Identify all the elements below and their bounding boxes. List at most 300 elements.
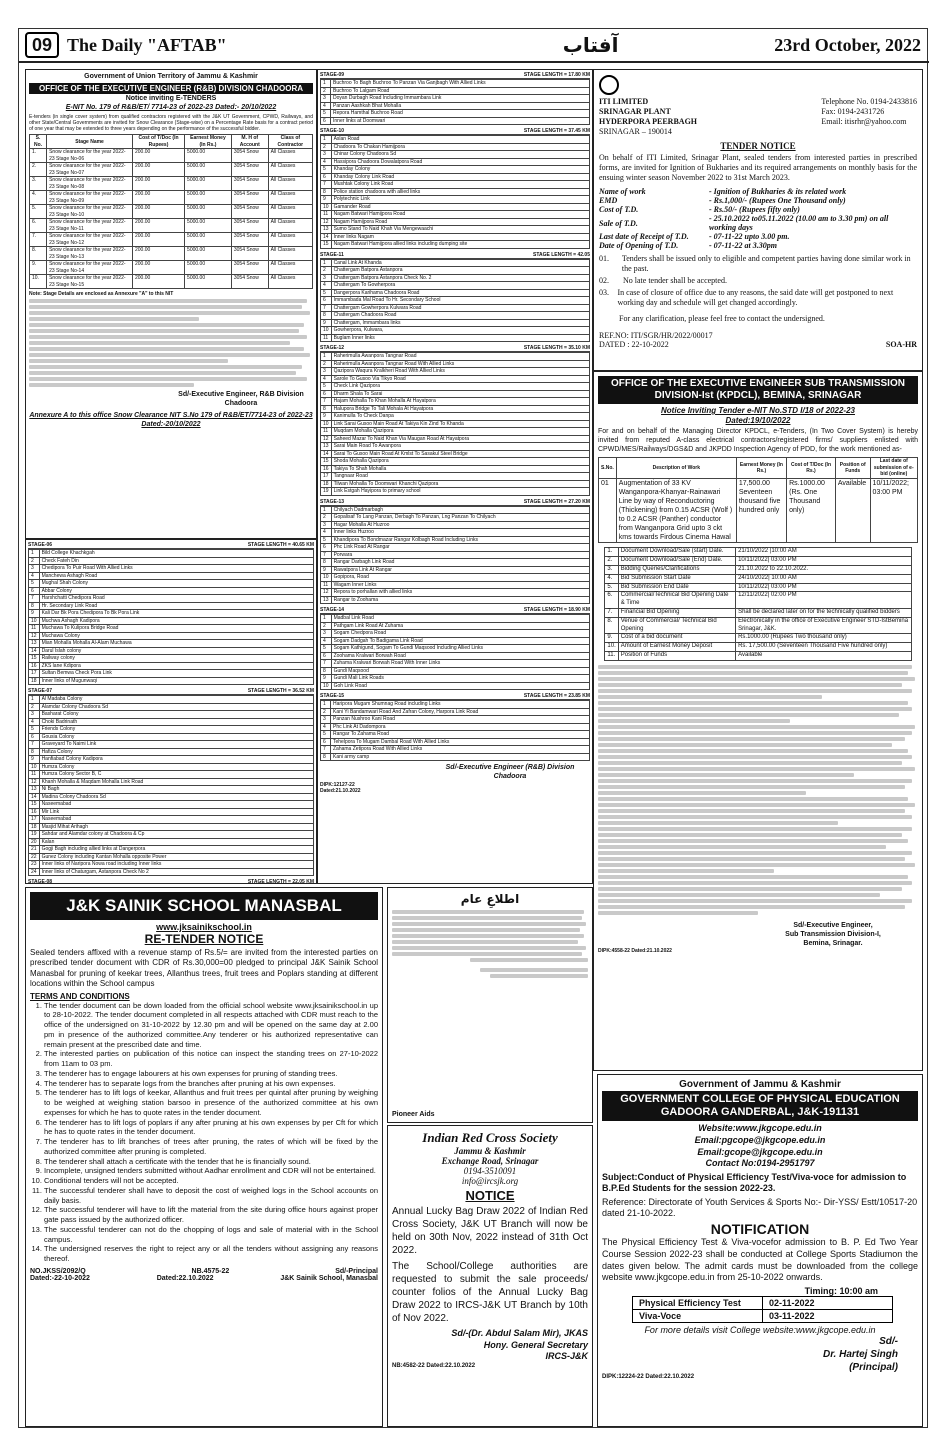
table-cell: 18 <box>29 823 40 831</box>
table-cell: Repora to porhallan with allied links <box>331 589 589 597</box>
table-cell: 8 <box>321 312 332 320</box>
kpdcl-dates-table <box>604 547 911 660</box>
table-cell: Rangar Darbagh Link Road <box>331 559 589 567</box>
table-cell: 5 <box>321 536 332 544</box>
sainik-sign-2: J&K Sainik School, Manasbal <box>280 1274 378 1282</box>
table-cell: 9 <box>29 610 40 618</box>
table-cell: 5 <box>321 731 331 739</box>
table-cell: 10 <box>321 574 332 582</box>
list-item: 13. The successful tenderer can not do the chopping of logs and sale of material with in the School campus. <box>44 1225 378 1245</box>
table-row <box>321 87 590 95</box>
table-cell: 4 <box>321 637 332 645</box>
table-cell: 3 <box>321 274 332 282</box>
table-cell: 5000.00 <box>185 149 232 163</box>
rb-col-header: Cost of T/Doc (In Rupees) <box>133 135 185 149</box>
table-cell: All Classes <box>268 205 312 219</box>
iti-tender-notice <box>593 69 923 371</box>
stage-header <box>320 607 590 614</box>
table-cell: Mushtak Colony Link Road <box>331 181 589 189</box>
table-row <box>29 861 314 869</box>
table-cell: 3054 Snow <box>231 149 268 163</box>
kpdcl-sign-2: Sub Transmission Division-I, <box>785 930 881 938</box>
table-row <box>29 647 314 655</box>
stage-block <box>320 607 590 690</box>
table-cell: 4 <box>321 375 332 383</box>
table-row <box>30 163 313 177</box>
table-cell: Choki Badrinath <box>39 718 313 726</box>
table-row <box>29 726 314 734</box>
table-row <box>321 682 590 690</box>
stage-header <box>320 499 590 506</box>
list-item: 8. The tenderer shall attach a certificate with the tender that he is financially sound. <box>44 1157 378 1167</box>
table-cell: Chedipora To Puir Road With Allied Links <box>39 565 313 573</box>
table-cell: Gamander Road <box>331 203 589 211</box>
kpdcl-col-header: Description of Work <box>616 458 736 479</box>
table-row <box>321 166 590 174</box>
gcpe-reference: Reference: Directorate of Youth Services & Sports No:- Dir-YSS/ Estt/10517-20 dated 21-10-2022. <box>602 1196 918 1218</box>
table-cell: Abbar Colony <box>39 587 313 595</box>
table-cell: Rangar to Zoohama <box>331 596 589 604</box>
table-cell: 5000.00 <box>185 247 232 261</box>
table-cell: 9 <box>321 675 332 683</box>
stage-block <box>28 688 314 876</box>
table-cell: Snow clearance for the year 2022-23 Stage No-10 <box>47 205 133 219</box>
table-cell: 3. <box>30 177 47 191</box>
stage-length: STAGE LENGTH = 40.65 KM <box>247 542 314 548</box>
table-cell: Police station chadoora with allied links <box>331 188 589 196</box>
kpdcl-col-header: Cost of T/Doc (In Rs.) <box>787 458 836 479</box>
iti-term <box>599 288 917 308</box>
table-cell: 1 <box>321 136 332 144</box>
table-cell: Sarai To Gusoo Main Road At Kmlst To Sasakul Steel Bridge <box>331 450 589 458</box>
table-cell: 5 <box>321 645 332 653</box>
table-cell: 8. <box>30 247 47 261</box>
rb-intro: E-tenders (in single cover system) from qualified contractors registered with the J&K UT Government, CPWD, Railways, and other State/Central Governments are invited for Snow Clearance (Stage-wise) on a Percentage Rate basis for a contract period of one year that may be extended to three years depending on the performance of the successful bidder. <box>29 114 313 133</box>
table-cell: Masjid Mihat Arihagh <box>39 823 313 831</box>
stage-length: STAGE LENGTH = 36.52 KM <box>247 688 314 694</box>
table-cell: 18 <box>321 480 332 488</box>
table-row <box>321 420 590 428</box>
table-cell: All Classes <box>268 177 312 191</box>
rb-stage-table <box>29 134 313 289</box>
table-cell: Commercial/Technical Bid Opening Date & Time <box>618 592 735 609</box>
stage-title: STAGE-12 <box>320 345 345 351</box>
table-row <box>321 480 590 488</box>
table-cell: 9. <box>30 261 47 275</box>
table-cell: 01 <box>599 478 617 543</box>
table-row <box>321 738 590 746</box>
table-cell: 13 <box>321 226 332 234</box>
table-cell: 3054 Snow <box>231 205 268 219</box>
table-row <box>321 368 590 376</box>
table-row <box>321 196 590 204</box>
table-row <box>29 778 314 786</box>
table-cell: 12 <box>321 218 332 226</box>
table-cell: Financial Bid Opening <box>618 608 735 617</box>
table-cell: Gundi Mali Link Roads <box>331 675 589 683</box>
urdu-body <box>392 910 588 978</box>
stage-block <box>320 252 590 343</box>
stage-header <box>28 688 314 695</box>
table-cell: Muchwa Ashagh Kadipora <box>39 617 313 625</box>
table-cell: 1. <box>605 548 618 557</box>
iti-term-no: 01. <box>599 254 609 263</box>
iti-term <box>599 254 917 274</box>
table-cell: Sarole To Gusoo Via Tikyo Road <box>331 375 589 383</box>
table-cell: Shoda Mohalla Qazipora <box>331 458 589 466</box>
gcpe-title-1: GOVERNMENT COLLEGE OF PHYSICAL EDUCATION <box>620 1093 900 1105</box>
table-cell: Physical Efficiency Test <box>633 1296 763 1309</box>
table-cell: 3 <box>321 716 331 724</box>
table-cell: 10 <box>321 327 332 335</box>
table-cell: Naseemabad <box>39 816 313 824</box>
table-cell: Mian Mohalla Mohalla Al-Alam Muchawa <box>39 640 313 648</box>
table-row <box>321 596 590 604</box>
table-cell: Hagar Mohalla At Huzroo <box>331 521 589 529</box>
table-row <box>321 413 590 421</box>
table-cell: Sarai Main Road To Awanpora <box>331 443 589 451</box>
table-row <box>30 205 313 219</box>
table-cell: 5 <box>321 110 331 118</box>
iti-detail-row <box>599 241 917 250</box>
iti-addr1: HYDERPORA PEERBAGH <box>599 117 698 126</box>
table-cell: 12 <box>29 778 40 786</box>
table-cell: Buglam Inner links <box>331 334 589 342</box>
stage-length: STAGE LENGTH = 23.85 KM <box>523 693 590 699</box>
table-cell: 7 <box>321 746 331 754</box>
table-row <box>321 297 590 305</box>
table-cell: 4 <box>29 572 40 580</box>
table-cell: 4 <box>321 529 332 537</box>
rb-footer-dipk: DIPK:12127-22 <box>320 781 355 788</box>
table-cell: All Classes <box>268 275 312 289</box>
table-cell: 9 <box>321 196 332 204</box>
stage-block <box>320 345 590 496</box>
table-row <box>29 640 314 648</box>
table-cell: 03-11-2022 <box>763 1309 893 1322</box>
table-row <box>30 261 313 275</box>
table-cell: Qazipora Waqura Kralkheri Road With Allied Links <box>331 368 589 376</box>
table-row <box>29 741 314 749</box>
table-cell: Inner links Nagam <box>331 233 589 241</box>
table-cell: Manchewa Ashagh Road <box>39 572 313 580</box>
table-row <box>30 191 313 205</box>
table-row <box>321 645 590 653</box>
table-cell: Dharm Shala To Sarai <box>331 390 589 398</box>
table-cell: Rs.1000.00 (Rs. One Thousand only) <box>787 478 836 543</box>
table-cell: 22 <box>29 853 40 861</box>
table-cell: Available <box>736 651 911 660</box>
table-cell: Snow clearance for the year 2022-23 Stage No-14 <box>47 261 133 275</box>
table-cell: Kani army camp <box>331 753 590 761</box>
table-row <box>321 102 590 110</box>
table-row <box>321 274 590 282</box>
table-cell: Al Madaba Colony <box>39 696 313 704</box>
table-cell: 8 <box>321 753 331 761</box>
table-row <box>321 334 590 342</box>
iti-term-text: Tenders shall be issued only to eligible and competent parties having done similar work in the past. <box>621 254 911 273</box>
table-row <box>321 428 590 436</box>
iti-clar: For any clarification, please feel free to contact the undersigned. <box>619 314 825 323</box>
table-row <box>29 565 314 573</box>
table-cell: 4 <box>321 282 332 290</box>
list-item: 7. The tenderer has to lift branches of trees after pruning, the rates of which will be fixed by the authorized committee after pruning is completed. <box>44 1137 378 1157</box>
table-cell: 4 <box>29 718 40 726</box>
table-cell: Chattergam Chadoora Road <box>331 312 589 320</box>
table-row <box>30 247 313 261</box>
iti-detail-label: Last date of Receipt of T.D. <box>599 232 689 241</box>
table-cell: Bid Submission End Date <box>618 583 735 592</box>
table-cell: Hassipora Chadoora Dowalatpora Road <box>331 158 589 166</box>
table-row <box>321 473 590 481</box>
table-cell: 5000.00 <box>185 205 232 219</box>
table-cell: Muqdam Mohalla Qazipora <box>331 428 589 436</box>
table-cell: 9 <box>321 319 332 327</box>
table-cell: 15 <box>321 241 332 249</box>
table-cell: Sogam Kathigund, Sogam To Gundi Maqsood Including Allied Links <box>331 645 589 653</box>
table-row <box>29 748 314 756</box>
table-cell: Shall be declared later on for the technically qualified bidders <box>736 608 911 617</box>
red-cross-notice <box>387 1125 593 1427</box>
rb-footer-date: Dated:21.10.2022 <box>320 787 361 794</box>
iti-detail-label: Cost of T.D. <box>599 205 639 214</box>
list-item: 9. Incomplete, unsigned tenders submitted without Aadhar enrollment and CDR will not be entertained. <box>44 1166 378 1176</box>
list-item: 10. Conditional tenders will not be accepted. <box>44 1176 378 1186</box>
table-cell: 4 <box>321 102 331 110</box>
table-cell: Gowherpora, Kulwara, <box>331 327 589 335</box>
table-cell: All Classes <box>268 149 312 163</box>
table-row <box>321 312 590 320</box>
table-row <box>321 375 590 383</box>
gcpe-dipk: DIPK:12224-22 Dated:22.10.2022 <box>602 1373 695 1380</box>
kpdcl-col-header: Last date of submission of e-bid (online) <box>870 458 917 479</box>
table-cell: 2 <box>29 557 40 565</box>
table-cell: Sultan Bemwa Check Pora Link <box>39 670 313 678</box>
table-cell: 200.00 <box>133 191 185 205</box>
iti-logo-icon <box>599 75 619 95</box>
table-cell: Zahama Zetipora Road With Allied Links <box>331 746 590 754</box>
table-row <box>321 383 590 391</box>
stage-table <box>320 506 590 605</box>
table-cell: 3054 Snow <box>231 233 268 247</box>
rb-note: Note: Stage Details are enclosed as Annexure "A" to this NIT <box>29 291 174 298</box>
iti-detail-label: Sale of T.D. <box>599 218 638 228</box>
iti-detail-row <box>599 205 917 214</box>
table-cell: 7. <box>605 608 618 617</box>
gcpe-sign-3: (Principal) <box>849 1361 898 1373</box>
table-cell: 24 <box>29 868 40 876</box>
iti-detail-row <box>599 214 917 232</box>
sainik-no: NO.JKSS/2092/Q <box>30 1267 86 1275</box>
table-cell: 8 <box>321 405 332 413</box>
table-cell: Tehelpora To Mugam Dambal Road With Allied Links <box>331 738 590 746</box>
table-cell: 2 <box>321 708 331 716</box>
table-cell: 5 <box>29 580 40 588</box>
table-cell: 7 <box>29 741 40 749</box>
table-cell: 2 <box>321 267 332 275</box>
list-item: 3. The tenderer has to engage labourers at his own expenses for pruning of standing trees. <box>44 1069 378 1079</box>
table-cell: 7 <box>321 551 332 559</box>
page-header <box>19 29 929 63</box>
table-row <box>321 173 590 181</box>
table-cell: Hr. Secondary Link Road <box>39 602 313 610</box>
table-row <box>321 158 590 166</box>
table-cell: Chilyach Dadmarbagh <box>331 506 589 514</box>
kpdcl-tender-notice <box>593 371 923 1071</box>
table-row <box>321 267 590 275</box>
sainik-web: www.jksainikschool.in <box>156 922 252 932</box>
table-cell: 2. <box>30 163 47 177</box>
table-row <box>321 405 590 413</box>
rc-sub: Jammu & Kashmir <box>454 1146 526 1156</box>
sainik-notice: RE-TENDER NOTICE <box>144 932 264 946</box>
table-cell: 10. <box>30 275 47 289</box>
table-cell: 9. <box>605 634 618 643</box>
issue-date: 23rd October, 2022 <box>774 34 922 55</box>
table-cell: Haripora Mugam Shumnag Road including Links <box>331 701 590 709</box>
table-cell: Mir Link <box>39 808 313 816</box>
table-cell: Augmentation of 33 KV Wanganpora-Khanyar-Rainawari Line by way of Reconductoring (Thickening) from 0.15 ACSR (Wolf ) to 0.2 ACSR (Panther) conductor from Wanganpora Grid upto 3 ckt kms towards Firdous Cinema Hawal <box>616 478 736 543</box>
table-row <box>321 360 590 368</box>
iti-detail-value: - 07-11-22 upto 3.00 pm. <box>709 232 790 241</box>
table-cell: Available <box>835 478 870 543</box>
list-item: 12. The successful tenderer will have to lift the material from the site during office hours against proper gate pass issued by the authorized officer. <box>44 1205 378 1225</box>
sainik-terms <box>30 1001 378 1264</box>
table-cell: Halupora Bridge To Tali Mohala At Hayatpora <box>331 405 589 413</box>
rb-stages-middle <box>317 69 593 884</box>
table-row <box>30 275 313 289</box>
table-cell: Rs.1000.00 (Rupees Two thousand only) <box>736 634 911 643</box>
table-cell: 18 <box>29 677 40 685</box>
table-cell: 3054 Snow <box>231 247 268 261</box>
table-cell: Phc Link Road At Rangar <box>331 544 589 552</box>
stage-title: STAGE-11 <box>320 251 344 258</box>
table-cell: 200.00 <box>133 149 185 163</box>
table-cell: Inner links Huzroo <box>331 529 589 537</box>
table-cell: 8 <box>321 667 332 675</box>
rc-notice: NOTICE <box>465 1188 515 1203</box>
table-row <box>29 696 314 704</box>
table-cell: 3 <box>321 151 332 159</box>
iti-detail-value: - 07-11-22 at 3.30pm <box>709 241 777 250</box>
table-cell: 3 <box>29 565 40 573</box>
table-row <box>29 756 314 764</box>
table-cell: All Classes <box>268 261 312 275</box>
table-row <box>321 353 590 361</box>
iti-email: Email: itisrhr@yahoo.com <box>821 117 907 126</box>
rb-col-header: M. H of Account <box>231 135 268 149</box>
table-cell: 10 <box>29 617 40 625</box>
table-cell: 16 <box>29 808 40 816</box>
iti-detail-label: Date of Opening of T.D. <box>599 241 679 250</box>
kpdcl-col-header: S.No. <box>599 458 617 479</box>
newspaper-name: The Daily "AFTAB" <box>67 34 227 55</box>
gcpe-timing: Timing: 10:00 am <box>804 1285 878 1296</box>
table-cell: 12 <box>321 589 332 597</box>
table-cell: Nagam Batwari Hamijpora allied links including dumping site <box>331 241 589 249</box>
table-cell: 19 <box>321 488 332 496</box>
table-row <box>29 625 314 633</box>
table-row <box>321 136 590 144</box>
table-row <box>321 488 590 496</box>
gcpe-schedule-table <box>632 1296 893 1323</box>
table-cell: 2 <box>321 360 332 368</box>
table-row <box>29 808 314 816</box>
iti-detail-row <box>599 187 917 196</box>
table-row <box>321 282 590 290</box>
iti-body: On behalf of ITI Limited, Srinagar Plant, sealed tenders from interested parties in prescribed forms, are invited for Ignition of Bukharies and its required arrangements on monthly basis for the ensuing winter season November 2022 to 31st March 2023. <box>599 153 917 182</box>
table-cell: Wagam Inner Links <box>331 581 589 589</box>
table-cell: 11 <box>321 428 332 436</box>
table-cell: Chattergam Batpora Astanpora Check No. 2 <box>331 274 589 282</box>
table-cell: Gogji Bagh including allied links at Dangerpora <box>39 846 313 854</box>
rb-stages-left <box>25 539 317 884</box>
stage-block <box>320 72 590 125</box>
stage-title: STAGE-14 <box>320 607 345 613</box>
table-cell: 11 <box>29 625 40 633</box>
table-row <box>29 655 314 663</box>
table-row <box>29 572 314 580</box>
iti-detail-label: Name of work <box>599 187 646 196</box>
table-cell: 5000.00 <box>185 191 232 205</box>
table-cell: 12 <box>321 435 332 443</box>
list-item: 1. The tender document can be down loaded from the official school website www.jksainikschool.in up to 28-10-2022. The tender document completed in all respects attached with CDR must reach to the office of the undersigned on 31-10-2022 by 12.30 pm and will be opened on the same day at 2.00 pm in presence of the authorized committee.Any tenderer or his authorized representative can remain present at the prescribed date and time. <box>44 1001 378 1050</box>
stage-header <box>320 252 590 259</box>
table-cell: Rangar To Zahama Road <box>331 731 590 739</box>
gcpe-web: Website:www.jkgcope.edu.in <box>698 1123 822 1134</box>
gcpe-subject: Subject:Conduct of Physical Efficiency Test/Viva-voce for admission to B.P.Ed Students for the session 2022-23. <box>602 1172 907 1194</box>
table-cell: Snow clearance for the year 2022-23 Stage No-12 <box>47 233 133 247</box>
kpdcl-title-2: DIVISION-Ist (KPDCL), BEMINA, SRINAGAR <box>654 390 862 401</box>
table-row <box>321 443 590 451</box>
table-cell: 15 <box>29 801 40 809</box>
table-cell: 4. <box>605 574 618 583</box>
table-cell: 17 <box>29 670 40 678</box>
stage-length: STAGE LENGTH = 35.10 KM <box>523 345 590 351</box>
table-row <box>321 581 590 589</box>
table-cell: 11 <box>29 771 40 779</box>
stage-length: STAGE LENGTH = 18.90 KM <box>523 607 590 613</box>
masthead-logo: آفتاب <box>562 33 619 57</box>
table-cell: 1 <box>29 550 40 558</box>
table-row <box>321 589 590 597</box>
table-cell: 3 <box>321 630 332 638</box>
iti-plant: SRINAGAR PLANT <box>599 107 671 116</box>
table-cell: Basharat Colony <box>39 711 313 719</box>
table-cell: Phc Link At Dadompora <box>331 723 590 731</box>
rb-col-header: Stage Name <box>47 135 133 149</box>
sainik-intro: Sealed tenders affixed with a revenue stamp of Rs.5/= are invited from the interested parties on prescribed tender document with CDR of Rs.30,000=00 pledged to principal J&K Sainik School Manasbal for pruning of keekar trees, Allanthus trees, fruit trees and Poplars standing at different locations within the School campus <box>30 948 378 989</box>
table-cell: 23 <box>29 861 40 869</box>
table-cell: 3 <box>29 711 40 719</box>
table-cell: All Classes <box>268 219 312 233</box>
newspaper-page <box>18 28 928 1428</box>
stage-length: STAGE LENGTH = 42.05 <box>532 251 590 258</box>
table-row <box>29 711 314 719</box>
table-cell: Graveyard To Naimi Link <box>39 741 313 749</box>
table-cell: Tangnaar Road <box>331 473 589 481</box>
page-number: 09 <box>25 32 59 58</box>
table-cell: Chadoora To Chakan Hamijpora <box>331 143 589 151</box>
table-cell: 3054 Snow <box>231 177 268 191</box>
table-row <box>321 708 590 716</box>
table-cell: Gopipora, Road <box>331 574 589 582</box>
table-cell: 200.00 <box>133 205 185 219</box>
table-row <box>321 716 590 724</box>
table-row <box>30 219 313 233</box>
table-cell: 7 <box>321 660 332 668</box>
table-row <box>321 241 590 249</box>
